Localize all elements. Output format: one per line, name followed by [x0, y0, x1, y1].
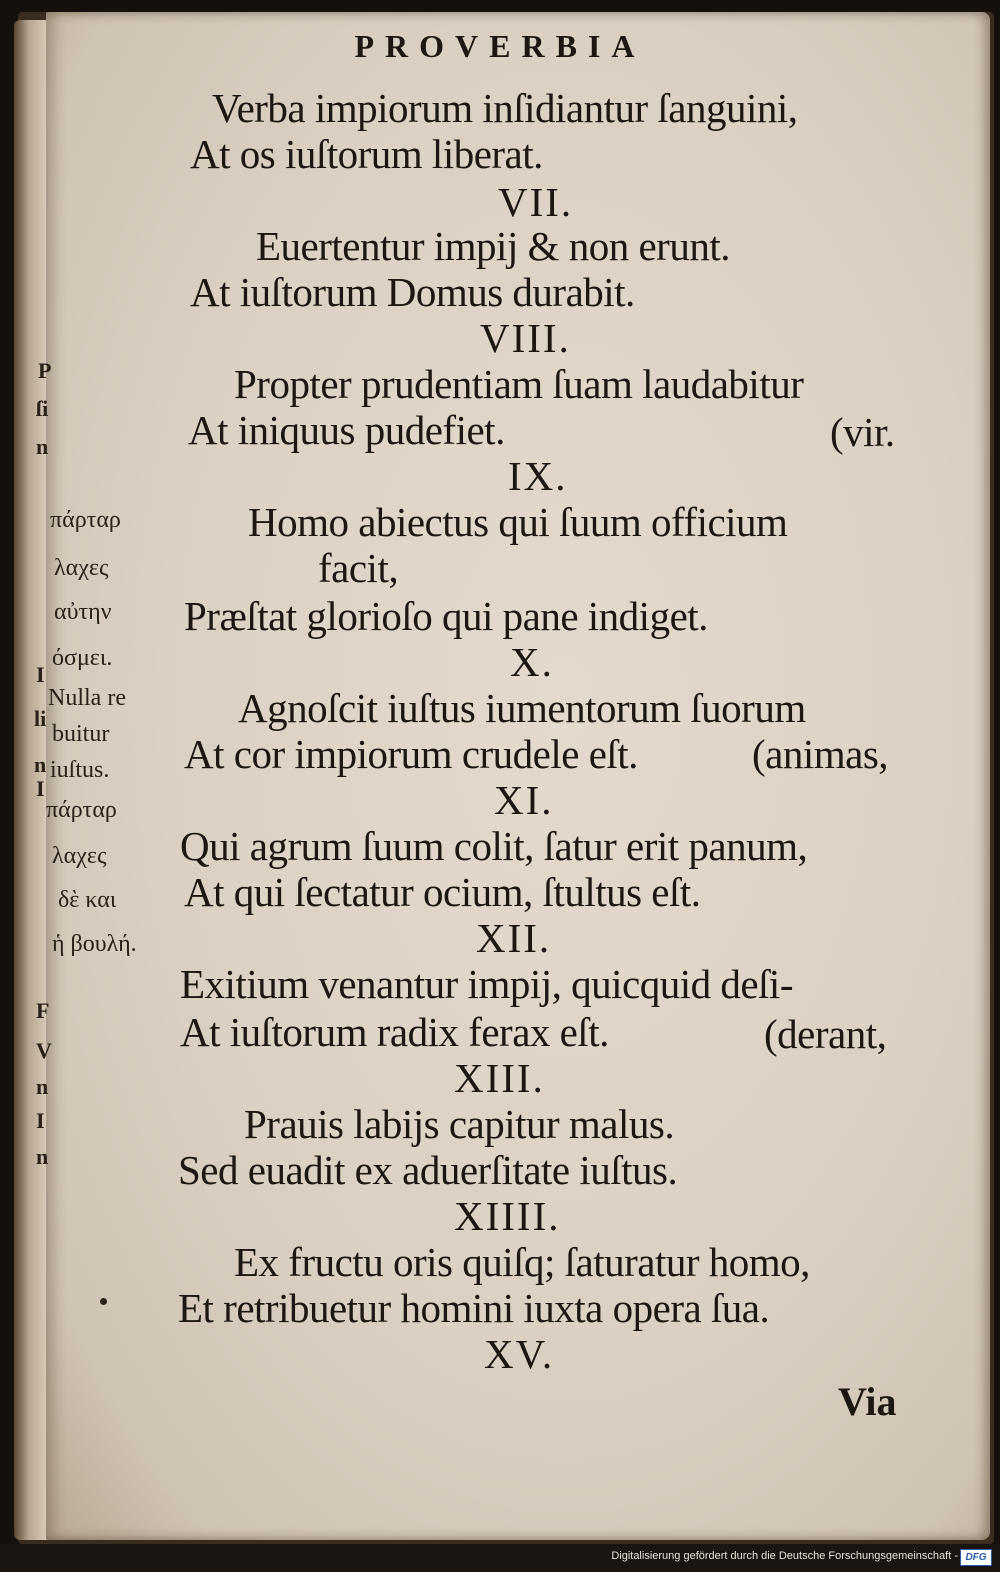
- verse-number: XV.: [484, 1331, 555, 1377]
- facing-page-fragment: n: [36, 1144, 49, 1169]
- verse-line: Præſtat glorioſo qui pane indiget.: [184, 593, 708, 639]
- margin-note: πάρταρ: [46, 797, 117, 823]
- margin-note: iuſtus.: [50, 757, 110, 783]
- verse-line: At os iuſtorum liberat.: [190, 131, 543, 177]
- catchword: Via: [838, 1379, 897, 1424]
- facing-page-fragment: I: [36, 662, 45, 687]
- verse-number: VII.: [498, 179, 574, 225]
- verse-turnover: (animas,: [752, 731, 889, 777]
- facing-page-fragment: n: [34, 752, 47, 777]
- ink-dot: [100, 1298, 107, 1305]
- verse-number: VIII.: [480, 315, 571, 361]
- margin-note: λαχες: [54, 555, 109, 581]
- verse-line: Sed euadit ex aduerſitate iuſtus.: [178, 1147, 678, 1193]
- margin-note: αὐτην: [54, 599, 112, 625]
- verse-turnover: (derant,: [764, 1011, 887, 1057]
- verse-line: Exitium venantur impij, quicquid deſi-: [180, 961, 793, 1007]
- verse-line: Qui agrum ſuum colit, ſatur erit panum,: [180, 823, 808, 869]
- digitization-notice: Digitalisierung gefördert durch die Deutsche Forschungsgemeinschaft -: [611, 1550, 958, 1562]
- margin-note: buitur: [52, 721, 110, 747]
- verse-line: At iuſtorum radix ferax eſt.: [180, 1009, 609, 1055]
- facing-page-fragment: n: [36, 434, 49, 459]
- facing-page-fragment: li: [34, 706, 47, 731]
- facing-page-fragment: n: [36, 1074, 49, 1099]
- margin-note: όσμει.: [52, 645, 113, 671]
- verse-line: facit,: [318, 545, 399, 591]
- margin-note: Nulla re: [48, 685, 126, 711]
- verse-line: Agnoſcit iuſtus iumentorum ſuorum: [238, 685, 806, 731]
- dfg-logo: DFG: [960, 1549, 992, 1566]
- verse-line: At iniquus pudefiet.: [188, 407, 505, 453]
- facing-page-fragment: V: [36, 1038, 52, 1063]
- running-head: PROVERBIA: [354, 28, 646, 64]
- verse-line: Propter prudentiam ſuam laudabitur: [234, 361, 804, 407]
- verse-number: IX.: [508, 453, 568, 499]
- verse-turnover: (vir.: [830, 409, 895, 455]
- verse-number: XIII.: [454, 1055, 545, 1101]
- verse-line: At qui ſectatur ocium, ſtultus eſt.: [184, 869, 701, 915]
- verse-line: Ex fructu oris quiſq; ſaturatur homo,: [234, 1239, 810, 1285]
- margin-note: δὲ και: [58, 887, 117, 913]
- facing-page-fragment: I: [36, 776, 45, 801]
- margin-note: πάρταρ: [50, 507, 121, 533]
- verse-line: At iuſtorum Domus durabit.: [190, 269, 635, 315]
- facing-page-fragment: ſi: [36, 396, 49, 421]
- verse-line: At cor impiorum crudele eſt.: [184, 731, 638, 777]
- verse-line: Et retribuetur homini iuxta opera ſua.: [178, 1285, 770, 1331]
- verse-line: Euertentur impij & non erunt.: [256, 223, 730, 269]
- verse-number: XII.: [476, 915, 552, 961]
- verse-number: X.: [510, 639, 554, 685]
- verse-number: XIIII.: [454, 1193, 561, 1239]
- verse-number: XI.: [494, 777, 554, 823]
- verse-line: Verba impiorum inſidiantur ſanguini,: [212, 85, 798, 131]
- facing-page-fragment: F: [36, 998, 50, 1023]
- margin-note: λαχες: [52, 843, 107, 869]
- facing-page-fragment: I: [36, 1108, 45, 1133]
- margin-note: ἡ βουλή.: [52, 931, 137, 957]
- facing-page-fragment: P: [38, 358, 52, 383]
- verse-line: Homo abiectus qui ſuum officium: [248, 499, 788, 545]
- verse-line: Prauis labijs capitur malus.: [244, 1101, 675, 1147]
